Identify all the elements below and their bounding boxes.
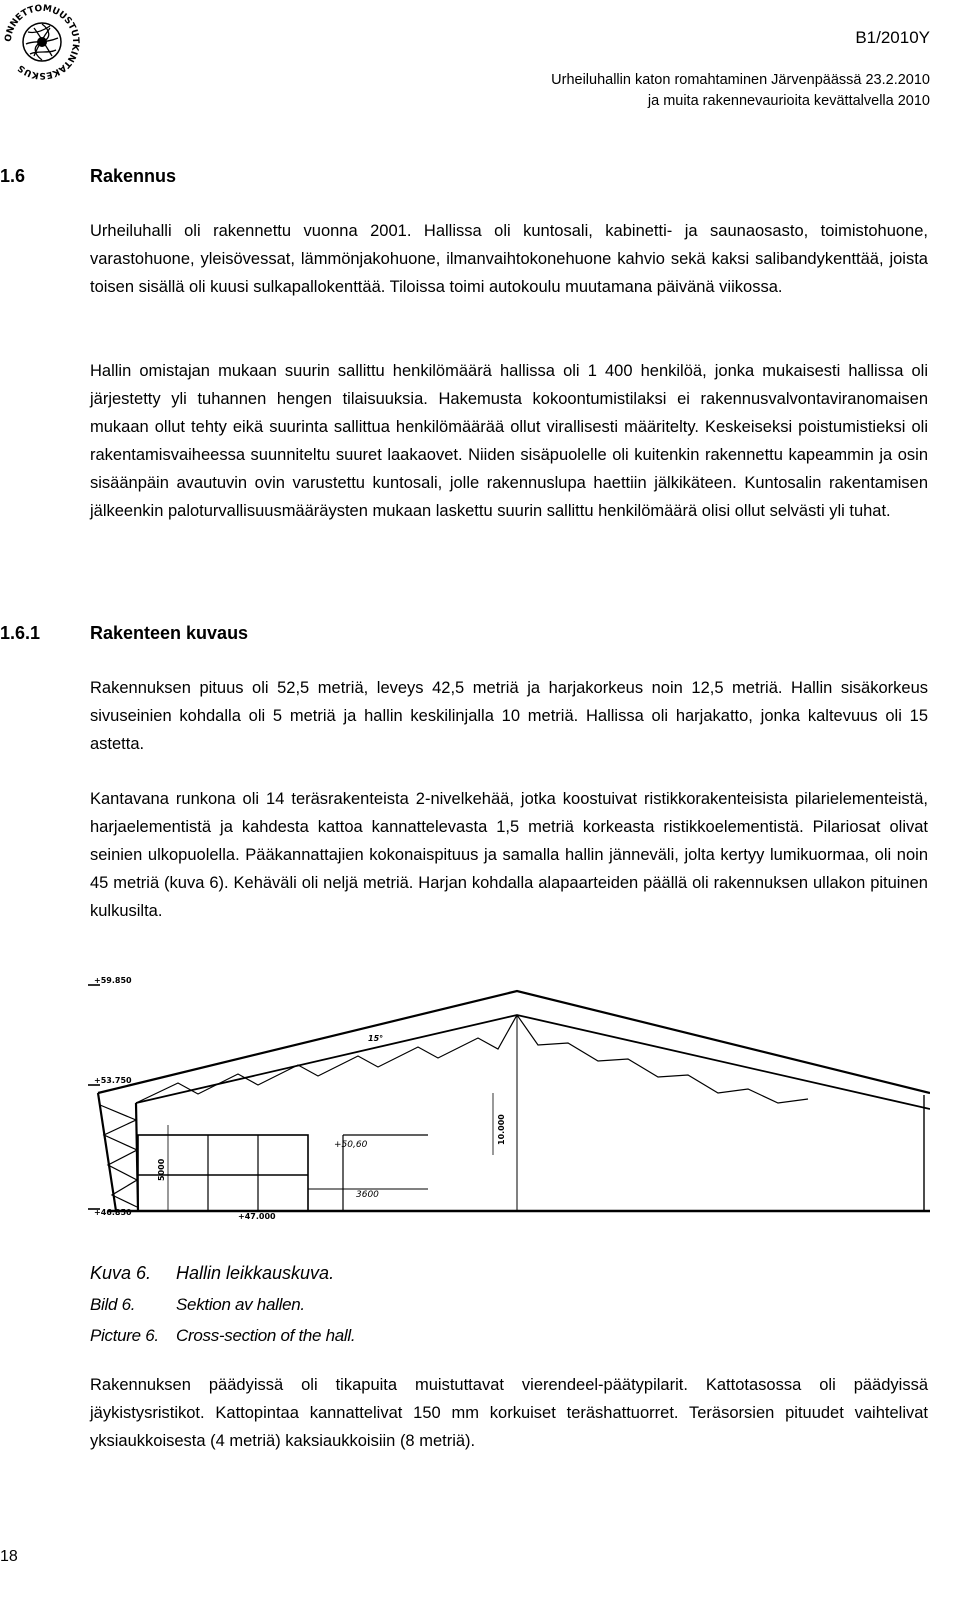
caption-sv-text: Sektion av hallen.	[176, 1294, 305, 1314]
document-title-line2: ja muita rakennevaurioita kevättalvella 2010	[647, 93, 930, 109]
caption-en-label: Picture 6.	[90, 1325, 159, 1345]
caption-finnish	[90, 1258, 355, 1289]
paragraph-dimensions: Rakennuksen pituus oli 52,5 metriä, leveys 42,5 metriä ja harjakorkeus noin 12,5 metriä. Hallin sisäkorkeus sivuseinien kohdalla oli 5 metriä ja hallin keskilinjalla 10 metriä. Hallissa oli harjakatto, jonka kaltevuus oli 15 astetta.	[90, 679, 928, 753]
cross-section-drawing	[88, 975, 930, 1237]
level-label-mid: +53.750	[94, 1076, 132, 1085]
paragraph-building-rooms: Urheiluhalli oli rakennettu vuonna 2001. Hallissa oli kuntosali, kabinetti- ja saunaosasto, toimistohuone, varastohuone, yleisövessat, lämmönjakohuone, ilmanvaihtokonehuone kahvio sekä kaksi salibandykenttää, joista toisen sisällä oli kuusi sulkapallokenttää. Tiloissa toimi autokoulu muutamana päivänä viikossa.	[90, 222, 928, 296]
section-title: Rakennus	[90, 166, 177, 186]
section-number: 1.6	[0, 166, 26, 186]
caption-english	[90, 1320, 355, 1351]
caption-fi-text: Hallin leikkauskuva.	[176, 1263, 335, 1283]
mezzanine-level-label: +50,60	[334, 1140, 368, 1150]
page-number: 18	[0, 1548, 18, 1565]
level-label-bottom: +46.850	[94, 1208, 132, 1217]
dimension-3600-label: 3600	[356, 1190, 379, 1200]
logo-ring-text: ONNETTOMUUSTUTKINTAKESKUS	[3, 3, 81, 81]
document-title-line1: Urheiluhallin katon romahtaminen Järvenpäässä 23.2.2010	[551, 72, 930, 88]
document-title	[551, 70, 930, 112]
paragraph-end-columns: Rakennuksen päädyissä oli tikapuita muistuttavat vierendeel-päätypilarit. Kattotasossa oli päädyissä jäykistysristikot. Kattopintaa kannattelivat 150 mm korkuiset teräshattuorret. Teräsorsien pituudet vaihtelivat yksiaukkoisesta (4 metriä) kaksiaukkoisiin (8 metriä).	[90, 1376, 928, 1450]
figure-caption	[90, 1258, 355, 1351]
height-10000-label: 10.000	[497, 1114, 506, 1145]
subsection-title: Rakenteen kuvaus	[90, 623, 249, 643]
paragraph-occupancy: Hallin omistajan mukaan suurin sallittu henkilömäärä hallissa oli 1 400 henkilöä, jonka mukaisesti hallissa oli järjestetty yli tuhannen hengen tilaisuuksia. Hakemusta kokoontumistilaksi ei rakennusvalvontaviranomaisen mukaan ollut tehty eikä suurinta sallittua henkilömäärää ollut virallisesti määritelty. Keskeiseksi poistumistieksi oli rakentamisvaiheessa suunniteltu suuret laakaovet. Niiden sisäpuolelle oli kuitenkin rakennettu kapeammin ja osin sisäänpäin avautuvin ovin varustettu kuntosali, jolle rakennuslupa haettiin jälkikäteen. Kuntosalin rakentamisen jälkeenkin paloturvallisuusmääräysten mukaan laskettu suurin sallittu henkilömäärä olisi ollut selvästi yli tuhat.	[90, 362, 928, 520]
logo-seal-icon	[0, 0, 84, 84]
organization-logo	[0, 0, 84, 84]
slope-label: 15°	[368, 1034, 384, 1043]
height-5000-label: 5000	[157, 1158, 166, 1181]
document-code: B1/2010Y	[855, 28, 930, 47]
paragraph-frame-structure: Kantavana runkona oli 14 teräsrakenteista 2-nivelkehää, jotka koostuivat ristikkorakenteisista pilarielementeistä, harjaelementistä ja kahdesta kattoa kannattelevasta 1,5 metriä korkeasta ristikkoelementistä. Pilariosat olivat seinien ulkopuolella. Pääkannattajien kokonaispituus ja samalla hallin jänneväli, jolta kertyy lumikuormaa, oli noin 45 metriä (kuva 6). Kehäväli oli neljä metriä. Harjan kohdalla alapaarteiden päällä oli rakennuksen ullakon pituinen kulkusilta.	[90, 790, 928, 920]
caption-en-text: Cross-section of the hall.	[176, 1325, 356, 1345]
caption-fi-label: Kuva 6.	[90, 1263, 152, 1283]
subsection-number: 1.6.1	[0, 623, 41, 643]
level-label-floor: +47.000	[238, 1212, 276, 1221]
caption-sv-label: Bild 6.	[90, 1294, 136, 1314]
cross-section-figure	[88, 975, 930, 1237]
level-label-top: +59.850	[94, 976, 132, 985]
caption-swedish	[90, 1289, 355, 1320]
